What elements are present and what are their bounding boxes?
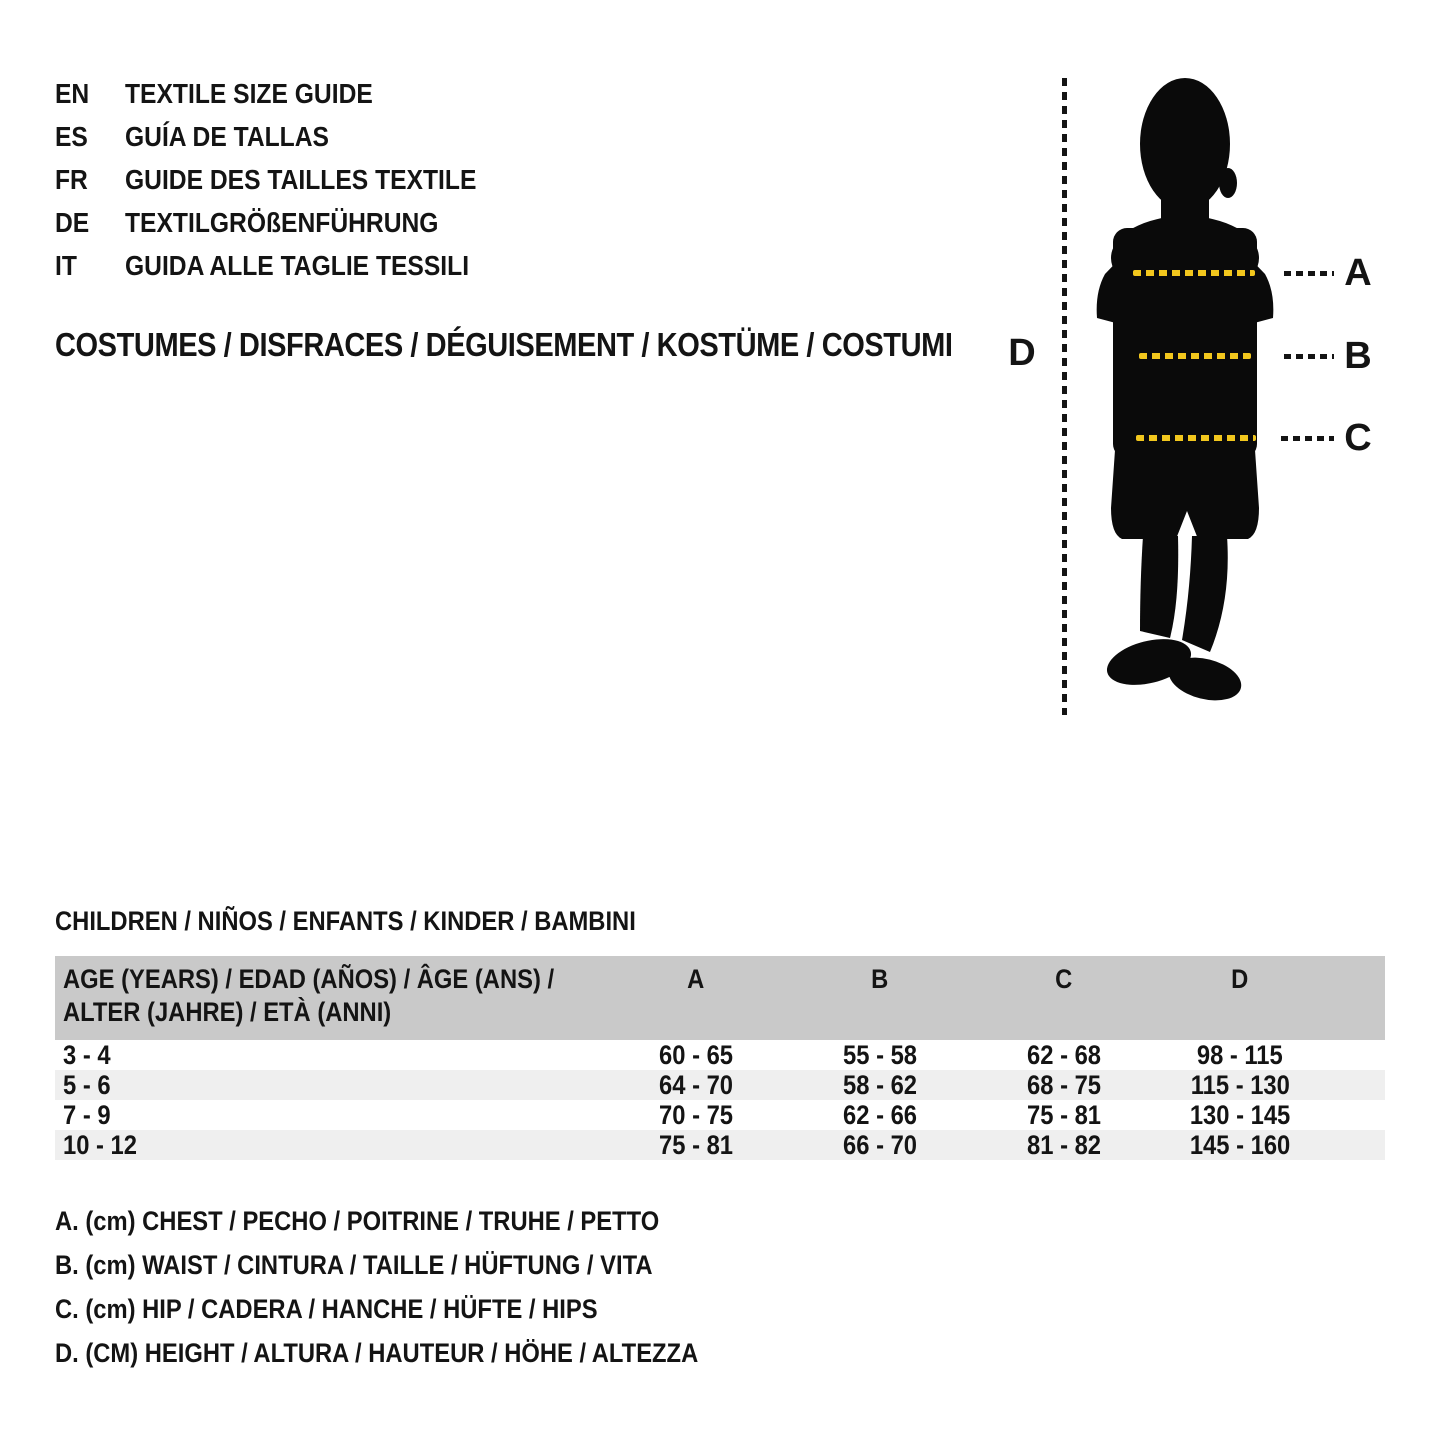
language-code: DE [55,206,90,238]
category-title: COSTUMES / DISFRACES / DÉGUISEMENT / KOSTÜME / COSTUMI [55,326,953,363]
hip-cell: 75 - 81 [1027,1100,1101,1130]
hip-cell: 62 - 68 [1027,1040,1101,1070]
waist-cell: 58 - 62 [843,1070,917,1100]
language-row-fr [55,158,524,201]
age-cell: 3 - 4 [63,1040,111,1070]
hip-cell: 68 - 75 [1027,1070,1101,1100]
legend-hip: C. (cm) HIP / CADERA / HANCHE / HÜFTE / HIPS [55,1294,598,1324]
legend-waist: B. (cm) WAIST / CINTURA / TAILLE / HÜFTUNG / VITA [55,1250,653,1280]
height-measure-line-d [1062,78,1067,715]
age-cell: 10 - 12 [63,1130,137,1160]
guide-title-de: TEXTILGRÖßENFÜHRUNG [125,206,439,238]
language-row-de [55,201,524,244]
waist-measure-leader [1284,354,1334,359]
child-silhouette [1085,78,1290,718]
chest-measure-line [1133,270,1255,276]
chest-cell: 60 - 65 [659,1040,733,1070]
guide-title-it: GUIDA ALLE TAGLIE TESSILI [125,249,470,281]
guide-title-es: GUÍA DE TALLAS [125,120,329,152]
chest-cell: 70 - 75 [659,1100,733,1130]
measurement-legend [55,1199,786,1375]
height-cell: 130 - 145 [1189,1100,1291,1130]
table-row [55,1100,1385,1130]
height-cell: 115 - 130 [1190,1070,1290,1100]
language-code: FR [55,163,88,195]
language-row-es [55,115,524,158]
table-row [55,1040,1385,1070]
age-cell: 5 - 6 [63,1070,111,1100]
children-size-table [55,956,1385,1160]
figure-label-d: D [1008,332,1036,374]
guide-title-en: TEXTILE SIZE GUIDE [125,77,373,109]
language-row-it [55,244,524,287]
children-section-title: CHILDREN / NIÑOS / ENFANTS / KINDER / BAMBINI [55,906,636,936]
hip-cell: 81 - 82 [1027,1130,1101,1160]
column-header-b: B [871,964,889,994]
language-code: ES [55,120,88,152]
height-cell: 98 - 115 [1197,1040,1283,1070]
legend-height: D. (CM) HEIGHT / ALTURA / HAUTEUR / HÖHE / ALTEZZA [55,1338,699,1368]
language-code: IT [55,249,77,281]
waist-cell: 66 - 70 [843,1130,917,1160]
waist-cell: 62 - 66 [843,1100,917,1130]
hip-measure-line [1136,435,1256,441]
size-table-header [55,956,1385,1040]
hip-measure-leader [1281,436,1334,441]
waist-cell: 55 - 58 [843,1040,917,1070]
language-row-en [55,72,524,115]
language-code: EN [55,77,90,109]
table-row [55,1070,1385,1100]
waist-measure-line [1139,353,1251,359]
chest-cell: 64 - 70 [659,1070,733,1100]
chest-measure-leader [1284,271,1334,276]
height-cell: 145 - 160 [1189,1130,1291,1160]
legend-chest: A. (cm) CHEST / PECHO / POITRINE / TRUHE / PETTO [55,1206,660,1236]
age-column-header: AGE (YEARS) / EDAD (AÑOS) / ÂGE (ANS) / ALTER (JAHRE) / ETÀ (ANNI) [63,964,555,1027]
figure-label-c: C [1344,417,1372,459]
column-header-d: D [1231,964,1249,994]
figure-label-a: A [1344,252,1372,294]
figure-label-b: B [1344,335,1372,377]
language-title-list [55,72,524,287]
column-header-c: C [1055,964,1073,994]
guide-title-fr: GUIDE DES TAILLES TEXTILE [125,163,477,195]
column-header-a: A [687,964,705,994]
age-cell: 7 - 9 [63,1100,111,1130]
chest-cell: 75 - 81 [659,1130,733,1160]
table-row [55,1130,1385,1160]
